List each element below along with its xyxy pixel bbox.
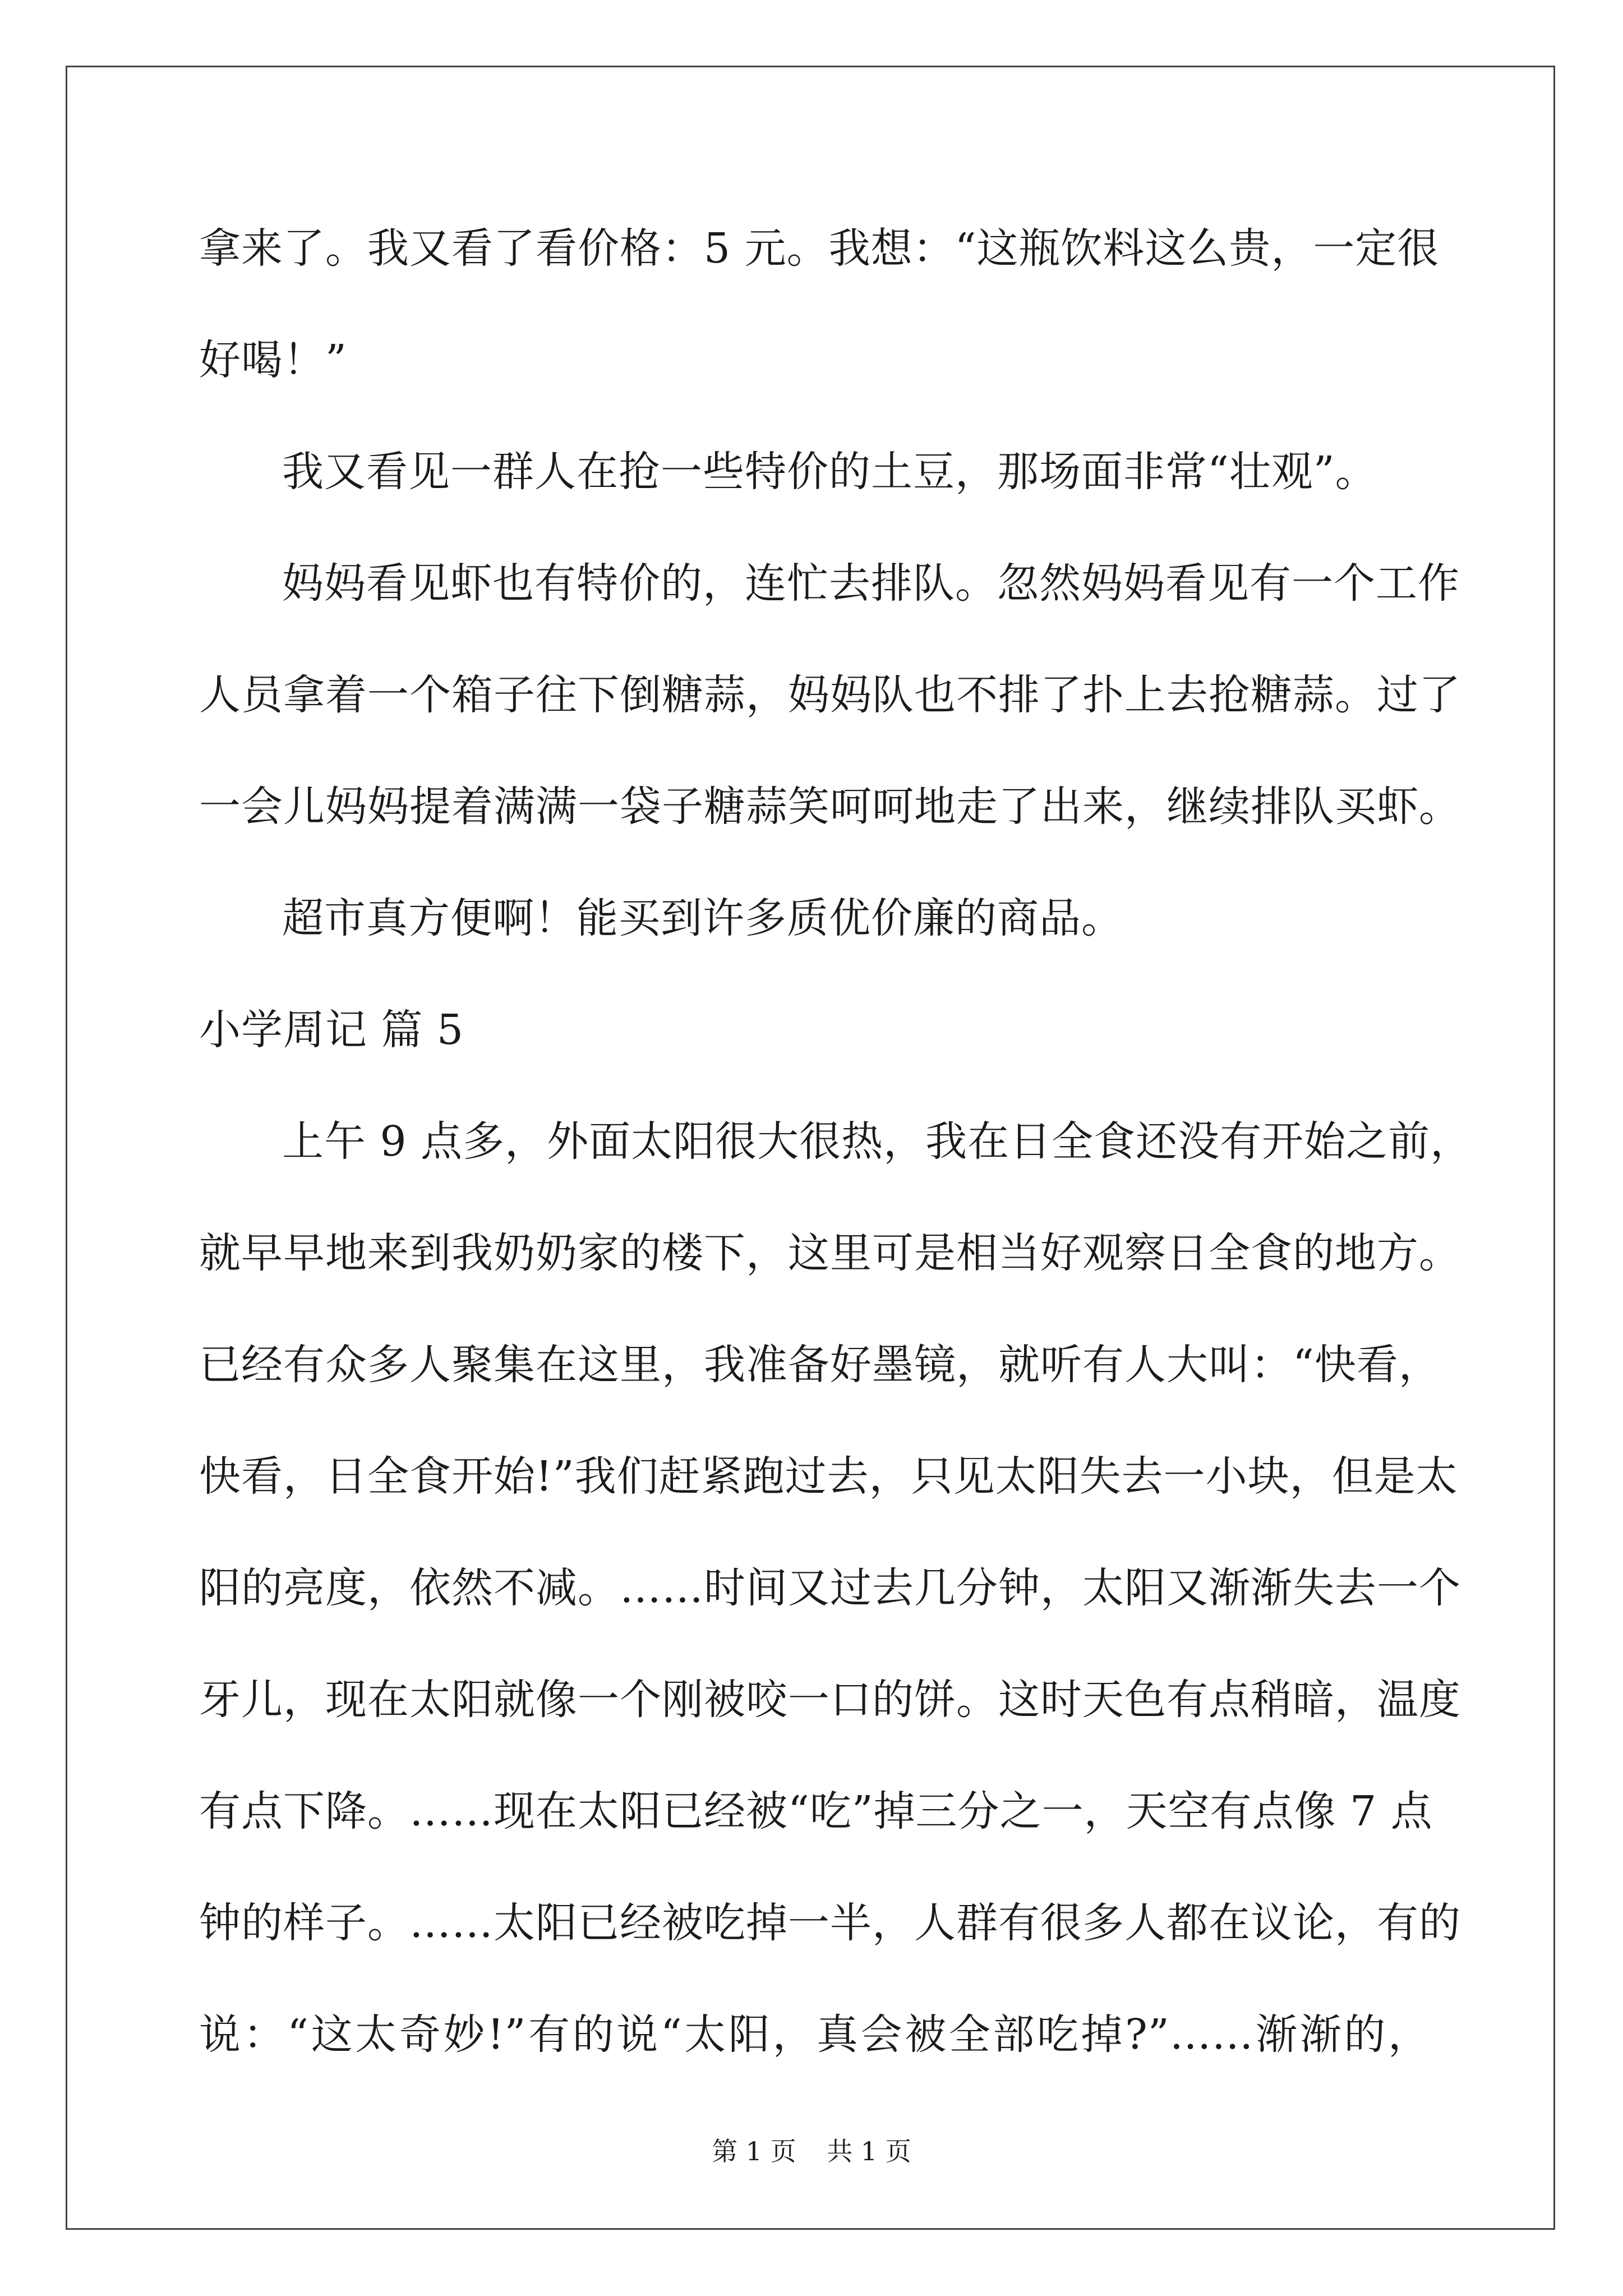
- text-line: 超市真方便啊！能买到许多质优价廉的商品。: [282, 894, 1123, 942]
- document-body: [199, 212, 1473, 2110]
- text-line: 我又看见一群人在抢一些特价的土豆，那场面非常“壮观”。: [282, 448, 1377, 496]
- text-line: 拿来了。我又看了看价格：5 元。我想：“这瓶饮料这么贵，一定很: [199, 224, 1440, 273]
- text-line: 一会儿妈妈提着满满一袋子糖蒜笑呵呵地走了出来，继续排队买虾。: [199, 783, 1461, 831]
- text-line: 已经有众多人聚集在这里，我准备好墨镜，就听有人大叫：“快看，: [199, 1341, 1441, 1389]
- text-line: 妈妈看见虾也有特价的，连忙去排队。忽然妈妈看见有一个工作: [282, 559, 1460, 608]
- text-line: 好喝！”: [199, 336, 347, 384]
- text-line: 钟的样子。……太阳已经被吃掉一半，人群有很多人都在议论，有的: [199, 1899, 1461, 1947]
- page-total: 共 1 页: [827, 2136, 911, 2166]
- text-line: 快看，日全食开始!”我们赶紧跑过去，只见太阳失去一小块，但是太: [199, 1452, 1458, 1501]
- page-footer: [0, 2134, 1623, 2168]
- text-line: 小学周记 篇 5: [199, 1006, 464, 1054]
- text-line: 上午 9 点多，外面太阳很大很热，我在日全食还没有开始之前，: [282, 1117, 1473, 1166]
- text-line: 人员拿着一个箱子往下倒糖蒜，妈妈队也不排了扑上去抢糖蒜。过了: [199, 671, 1461, 719]
- text-line: 有点下降。……现在太阳已经被“吃”掉三分之一，天空有点像 7 点: [199, 1787, 1433, 1835]
- page-number: 第 1 页: [712, 2136, 796, 2166]
- text-line: 阳的亮度，依然不减。……时间又过去几分钟，太阳又渐渐失去一个: [199, 1564, 1461, 1612]
- text-line: 说：“这太奇妙!”有的说“太阳，真会被全部吃掉?”……渐渐的，: [199, 2010, 1430, 2059]
- text-line: 就早早地来到我奶奶家的楼下，这里可是相当好观察日全食的地方。: [199, 1229, 1461, 1277]
- text-line: 牙儿，现在太阳就像一个刚被咬一口的饼。这时天色有点稍暗，温度: [199, 1676, 1461, 1724]
